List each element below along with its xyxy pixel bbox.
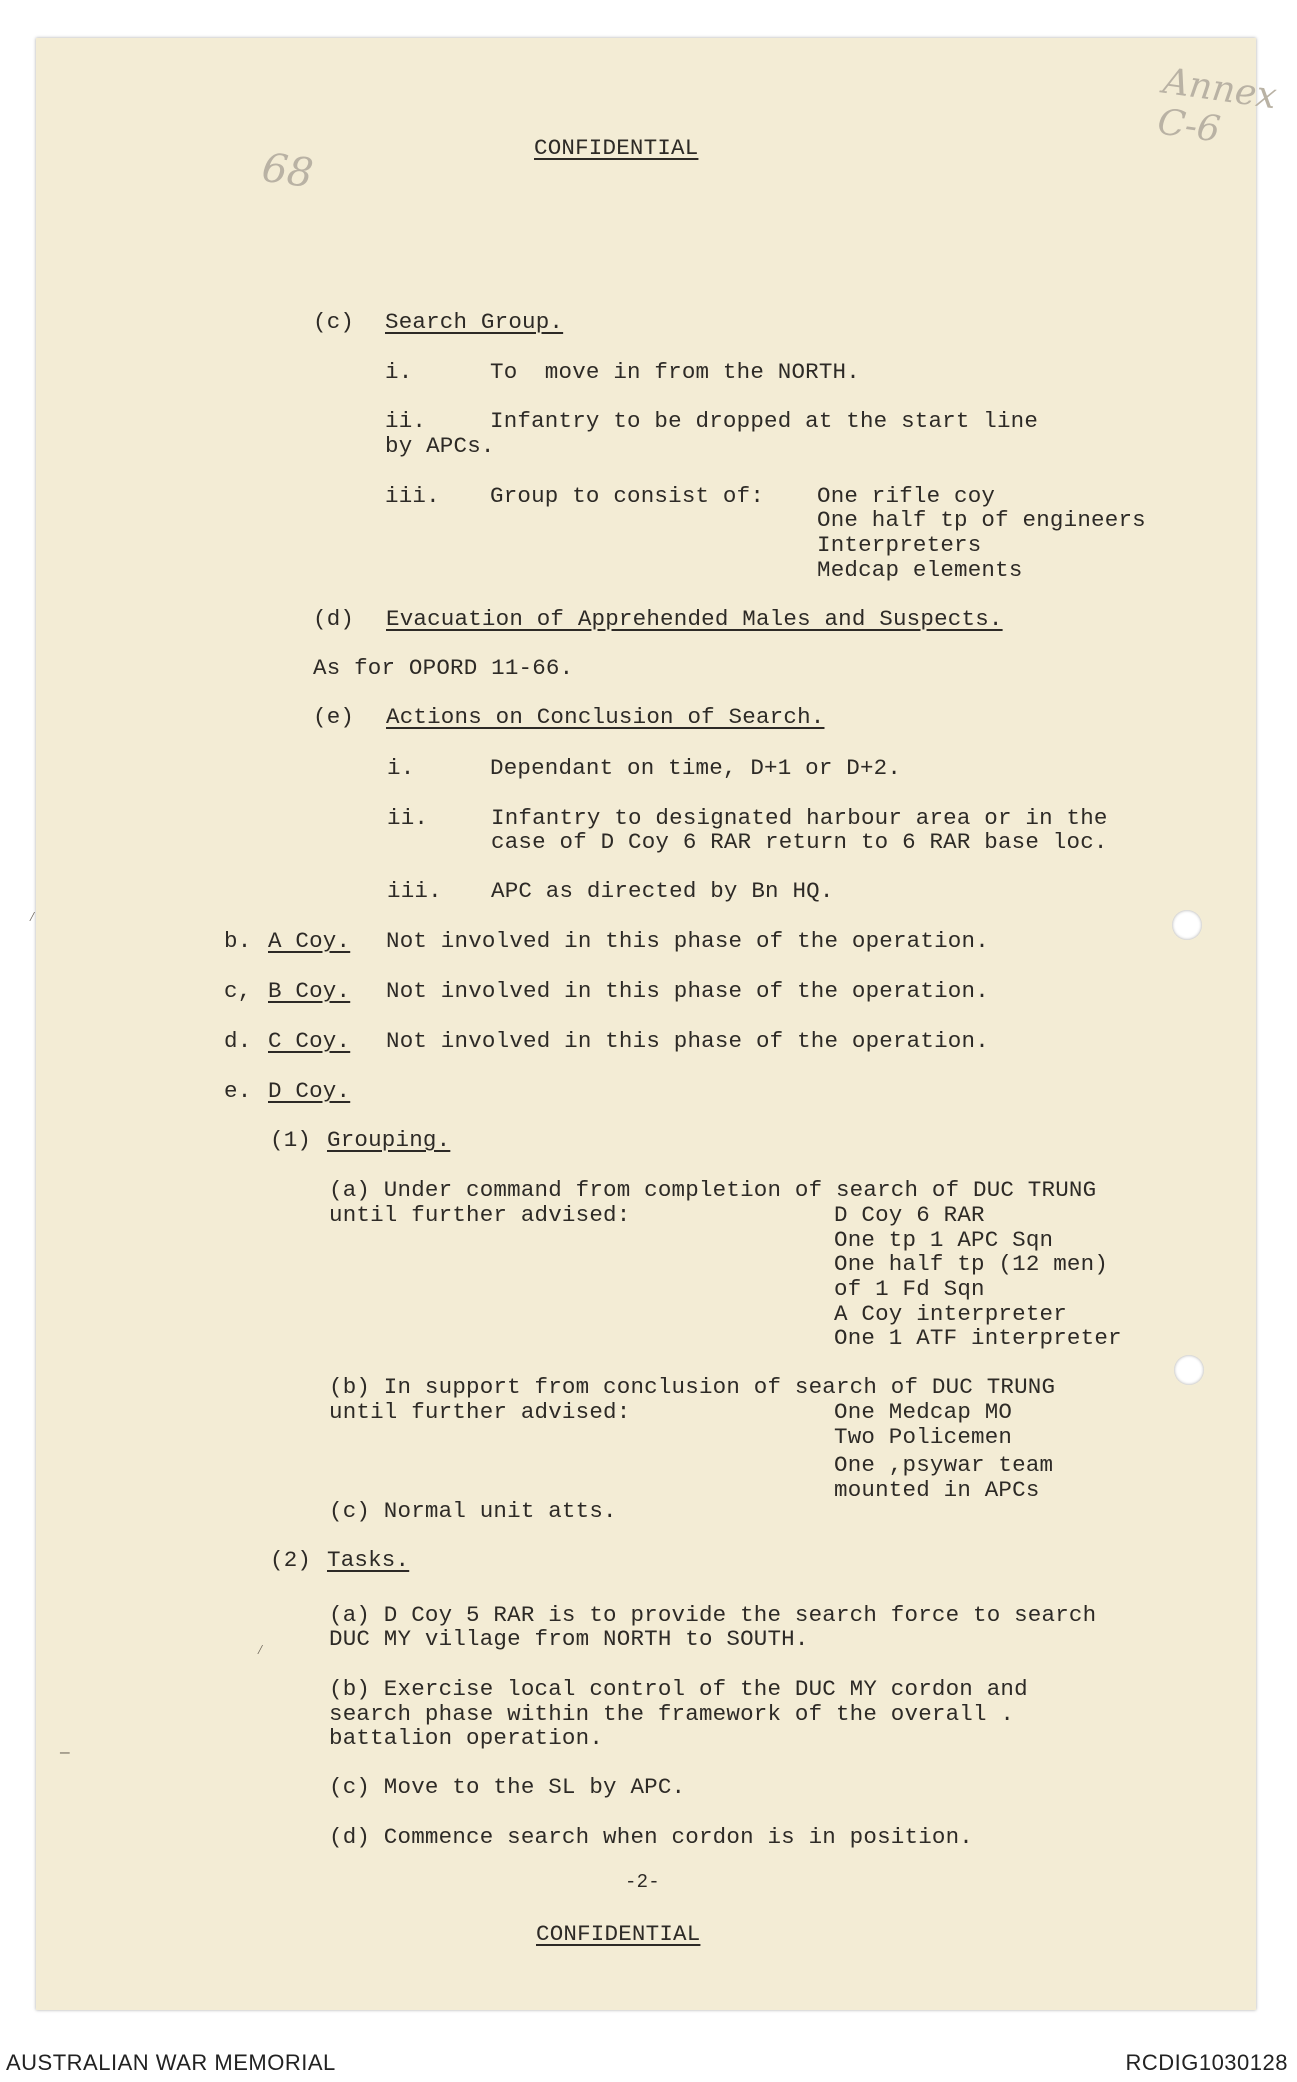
section-e-ii-line2: case of D Coy 6 RAR return to 6 RAR base loc. bbox=[491, 829, 1108, 855]
section-e-label: (e) bbox=[313, 704, 355, 730]
grouping-b-line1: (b) In support from conclusion of search of DUC TRUNG bbox=[329, 1374, 1056, 1400]
grouping-c: (c) Normal unit atts. bbox=[329, 1498, 617, 1524]
tasks-num: (2) bbox=[270, 1547, 312, 1573]
section-e-ii-line1: Infantry to designated harbour area or in the bbox=[491, 805, 1108, 831]
grouping-b-item: Two Policemen bbox=[834, 1424, 1013, 1450]
grouping-b-item: mounted in APCs bbox=[834, 1477, 1040, 1503]
company-label: d. bbox=[224, 1028, 252, 1054]
stray-mark: ⁄ bbox=[256, 1643, 265, 1659]
section-c-iii-label: Group to consist of: bbox=[490, 483, 765, 509]
archive-id: RCDIG1030128 bbox=[1125, 2050, 1288, 2075]
section-e-i-text: Dependant on time, D+1 or D+2. bbox=[490, 755, 902, 781]
grouping-b-item: One ,psywar team bbox=[834, 1452, 1054, 1478]
company-label: b. bbox=[224, 928, 252, 954]
section-c-ii-num: ii. bbox=[385, 408, 427, 434]
section-c-iii-item: One rifle coy bbox=[817, 483, 996, 509]
section-e-ii-num: ii. bbox=[387, 805, 429, 831]
pencil-annotation: Annex C-6 bbox=[1154, 60, 1280, 151]
section-e-title: Actions on Conclusion of Search. bbox=[386, 704, 825, 730]
section-e-i-num: i. bbox=[387, 755, 415, 781]
tasks-title: Tasks. bbox=[327, 1547, 410, 1573]
grouping-a-item: D Coy 6 RAR bbox=[834, 1202, 985, 1228]
section-d-text: As for OPORD 11-66. bbox=[313, 655, 574, 681]
d-coy-label: e. bbox=[224, 1078, 252, 1104]
tasks-b-line1: (b) Exercise local control of the DUC MY cordon and bbox=[329, 1676, 1028, 1702]
company-name: A Coy. bbox=[268, 928, 351, 954]
section-c-iii-item: Interpreters bbox=[817, 532, 982, 558]
grouping-a-item: One half tp (12 men) bbox=[834, 1251, 1109, 1277]
grouping-a-item: One tp 1 APC Sqn bbox=[834, 1227, 1054, 1253]
grouping-a-line1: (a) Under command from completion of search of DUC TRUNG bbox=[329, 1177, 1097, 1203]
grouping-a-item: A Coy interpreter bbox=[834, 1301, 1067, 1327]
section-c-iii-item: One half tp of engineers bbox=[817, 507, 1146, 533]
grouping-b-item: One Medcap MO bbox=[834, 1399, 1013, 1425]
punch-hole bbox=[1172, 910, 1202, 940]
tasks-b-line2: search phase within the framework of the overall . bbox=[329, 1701, 1015, 1727]
grouping-title: Grouping. bbox=[327, 1127, 451, 1153]
company-label: c, bbox=[224, 978, 252, 1004]
tasks-a-line1: (a) D Coy 5 RAR is to provide the search force to search bbox=[329, 1602, 1097, 1628]
section-c-iii-item: Medcap elements bbox=[817, 557, 1023, 583]
tasks-b-line3: battalion operation. bbox=[329, 1725, 604, 1751]
section-e-iii-text: APC as directed by Bn HQ. bbox=[491, 878, 834, 904]
section-c-i-num: i. bbox=[385, 359, 413, 385]
section-c-i-text: To move in from the NORTH. bbox=[490, 359, 860, 385]
grouping-num: (1) bbox=[270, 1127, 312, 1153]
d-coy-name: D Coy. bbox=[268, 1078, 351, 1104]
section-e-iii-num: iii. bbox=[387, 878, 442, 904]
section-c-ii-line1: Infantry to be dropped at the start line bbox=[490, 408, 1039, 434]
footer-classification: CONFIDENTIAL bbox=[536, 1921, 701, 1947]
section-d-label: (d) bbox=[313, 606, 355, 632]
section-d-title: Evacuation of Apprehended Males and Suspects. bbox=[386, 606, 1003, 632]
grouping-a-item: of 1 Fd Sqn bbox=[834, 1276, 985, 1302]
pencil-folio-number: 68 bbox=[259, 144, 316, 198]
section-c-ii-line2: by APCs. bbox=[385, 433, 495, 459]
stray-mark: ⁄ bbox=[28, 910, 37, 926]
grouping-b-line2: until further advised: bbox=[329, 1399, 631, 1425]
tasks-a-line2: DUC MY village from NORTH to SOUTH. bbox=[329, 1626, 809, 1652]
company-name: C Coy. bbox=[268, 1028, 351, 1054]
grouping-a-item: One 1 ATF interpreter bbox=[834, 1325, 1122, 1351]
grouping-a-line2: until further advised: bbox=[329, 1202, 631, 1228]
archive-institution: AUSTRALIAN WAR MEMORIAL bbox=[6, 2050, 336, 2075]
company-text: Not involved in this phase of the operation. bbox=[386, 1028, 989, 1054]
stray-mark: — bbox=[60, 1744, 70, 1762]
header-classification: CONFIDENTIAL bbox=[534, 135, 699, 161]
tasks-c: (c) Move to the SL by APC. bbox=[329, 1774, 686, 1800]
section-c-iii-num: iii. bbox=[385, 483, 440, 509]
tasks-d: (d) Commence search when cordon is in position. bbox=[329, 1824, 974, 1850]
company-text: Not involved in this phase of the operation. bbox=[386, 978, 989, 1004]
company-text: Not involved in this phase of the operation. bbox=[386, 928, 989, 954]
page-number: -2- bbox=[625, 1871, 660, 1893]
punch-hole bbox=[1174, 1355, 1204, 1385]
section-c-label: (c) bbox=[313, 309, 355, 335]
section-c-title: Search Group. bbox=[385, 309, 564, 335]
company-name: B Coy. bbox=[268, 978, 351, 1004]
